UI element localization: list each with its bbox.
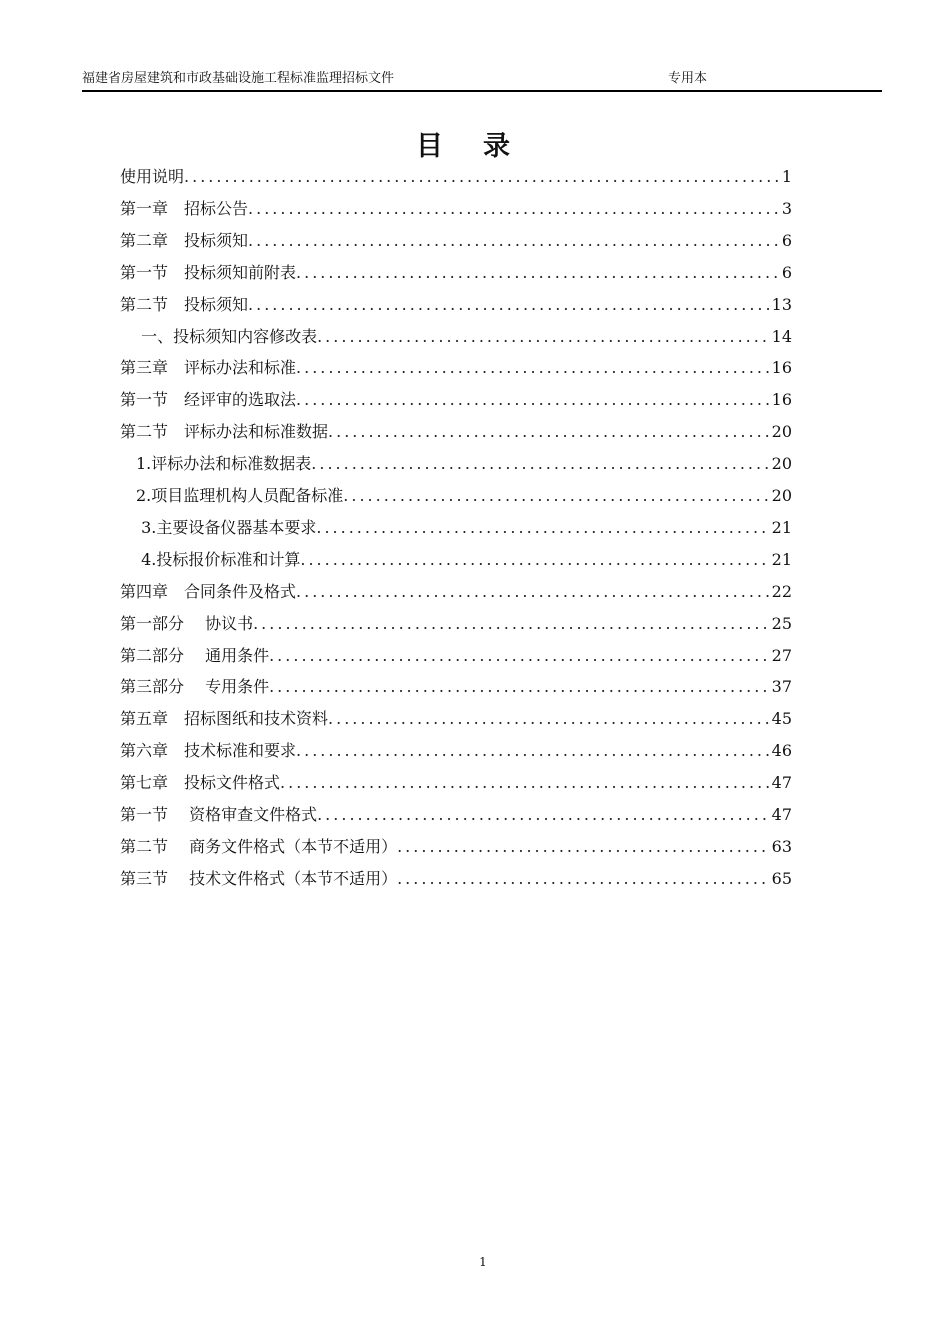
toc-entry-label: 第二节 商务文件格式（本节不适用） xyxy=(120,836,398,856)
toc-dot-leader xyxy=(248,197,780,221)
toc-entry-label: 第一部分 协议书 xyxy=(120,613,254,633)
toc-entry-page: 3 xyxy=(781,198,792,218)
toc-entry-label: 第二部分 通用条件 xyxy=(120,645,270,665)
toc-entry-label: 第四章 合同条件及格式 xyxy=(120,581,297,601)
toc-dot-leader xyxy=(296,388,770,412)
toc-entry-label: 第七章 投标文件格式 xyxy=(120,773,281,793)
toc-entry-label: 第二节 评标办法和标准数据 xyxy=(120,422,329,442)
toc-entry[interactable] xyxy=(120,388,792,412)
toc-dot-leader xyxy=(248,229,780,253)
toc-dot-leader xyxy=(296,739,770,763)
toc-dot-leader xyxy=(328,420,770,444)
toc-entry-label: 第二章 投标须知 xyxy=(120,230,249,250)
toc-entry-page: 22 xyxy=(771,581,792,601)
toc-entry-label: 使用说明 xyxy=(120,167,185,186)
toc-dot-leader xyxy=(296,261,780,285)
toc-dot-leader xyxy=(280,771,770,795)
toc-entry[interactable] xyxy=(120,580,792,604)
toc-entry-label: 第一节 经评审的选取法 xyxy=(120,390,297,410)
toc-dot-leader xyxy=(397,867,770,891)
toc-entry[interactable] xyxy=(120,325,792,349)
page-number: 1 xyxy=(479,1255,487,1269)
toc-entry-label: 3.主要设备仪器基本要求 xyxy=(120,517,317,537)
toc-entry-label: 第三节 技术文件格式（本节不适用） xyxy=(120,868,398,888)
toc-entry-page: 46 xyxy=(771,741,792,761)
toc-dot-leader xyxy=(184,165,780,189)
toc-entry[interactable] xyxy=(120,612,792,636)
toc-entry-page: 25 xyxy=(771,613,792,633)
toc-entry[interactable] xyxy=(120,835,792,859)
toc-entry-page: 20 xyxy=(771,454,792,474)
toc-entry-label: 第一节 投标须知前附表 xyxy=(120,262,297,282)
toc-entry-label: 4.投标报价标准和计算 xyxy=(120,549,301,569)
toc-dot-leader xyxy=(300,548,769,572)
toc-entry-label: 2.项目监理机构人员配备标准 xyxy=(120,486,344,505)
toc-entry-page: 6 xyxy=(781,230,792,250)
page-title: 目录 xyxy=(416,131,550,162)
toc-dot-leader xyxy=(296,356,770,380)
toc-entry[interactable] xyxy=(120,229,792,253)
header-edition-label: 专用本 xyxy=(668,71,708,86)
toc-entry[interactable] xyxy=(120,707,792,731)
toc-entry[interactable] xyxy=(120,165,792,189)
toc-dot-leader xyxy=(269,644,770,668)
toc-entry-page: 45 xyxy=(771,709,792,729)
toc-entry[interactable] xyxy=(120,675,792,699)
toc-entry[interactable] xyxy=(120,452,792,476)
toc-dot-leader xyxy=(269,675,770,699)
toc-entry[interactable] xyxy=(120,771,792,795)
toc-entry[interactable] xyxy=(120,420,792,444)
toc-entry-page: 6 xyxy=(781,262,792,282)
toc-entry[interactable] xyxy=(120,516,792,540)
toc-entry-page: 1 xyxy=(781,167,792,186)
toc-entry[interactable] xyxy=(120,356,792,380)
toc-entry-page: 16 xyxy=(771,358,792,378)
toc-entry-label: 1.评标办法和标准数据表 xyxy=(120,454,312,474)
toc-dot-leader xyxy=(328,707,770,731)
toc-entry-label: 一、投标须知内容修改表 xyxy=(120,326,318,346)
toc-entry[interactable] xyxy=(120,867,792,891)
toc-entry-page: 65 xyxy=(771,868,792,888)
toc-dot-leader xyxy=(317,325,770,349)
toc-entry-page: 20 xyxy=(771,422,792,442)
toc-entry-page: 21 xyxy=(771,517,792,537)
toc-entry-label: 第三章 评标办法和标准 xyxy=(120,358,297,378)
toc-entry-page: 13 xyxy=(771,294,792,314)
toc-entry-page: 14 xyxy=(771,326,792,346)
header-document-title: 福建省房屋建筑和市政基础设施工程标准监理招标文件 xyxy=(82,71,395,86)
toc-dot-leader xyxy=(253,612,770,636)
toc-entry[interactable] xyxy=(120,803,792,827)
toc-entry[interactable] xyxy=(120,261,792,285)
toc-dot-leader xyxy=(311,452,769,476)
toc-entry-page: 20 xyxy=(771,486,792,505)
toc-dot-leader xyxy=(343,484,769,508)
toc-entry-label: 第三部分 专用条件 xyxy=(120,677,270,697)
toc-entry[interactable] xyxy=(120,484,792,508)
toc-entry-label: 第一节 资格审查文件格式 xyxy=(120,805,318,824)
toc-entry-label: 第五章 招标图纸和技术资料 xyxy=(120,709,329,729)
toc-dot-leader xyxy=(397,835,770,859)
toc-entry-label: 第一章 招标公告 xyxy=(120,198,249,218)
toc-entry-page: 21 xyxy=(771,549,792,569)
toc-entry-page: 47 xyxy=(771,805,792,824)
toc-entry[interactable] xyxy=(120,197,792,221)
toc-entry-label: 第二节 投标须知 xyxy=(120,294,249,314)
toc-entry-page: 63 xyxy=(771,836,792,856)
toc-entry[interactable] xyxy=(120,739,792,763)
toc-entry-page: 16 xyxy=(771,390,792,410)
toc-entry-page: 27 xyxy=(771,645,792,665)
toc-entry[interactable] xyxy=(120,293,792,317)
toc-entry-page: 47 xyxy=(771,773,792,793)
toc-entry[interactable] xyxy=(120,548,792,572)
toc-dot-leader xyxy=(316,516,769,540)
toc-entry-page: 37 xyxy=(771,677,792,697)
toc-entry-label: 第六章 技术标准和要求 xyxy=(120,741,297,761)
toc-dot-leader xyxy=(317,803,770,827)
toc-dot-leader xyxy=(248,293,770,317)
toc-entry[interactable] xyxy=(120,644,792,668)
toc-dot-leader xyxy=(296,580,770,604)
